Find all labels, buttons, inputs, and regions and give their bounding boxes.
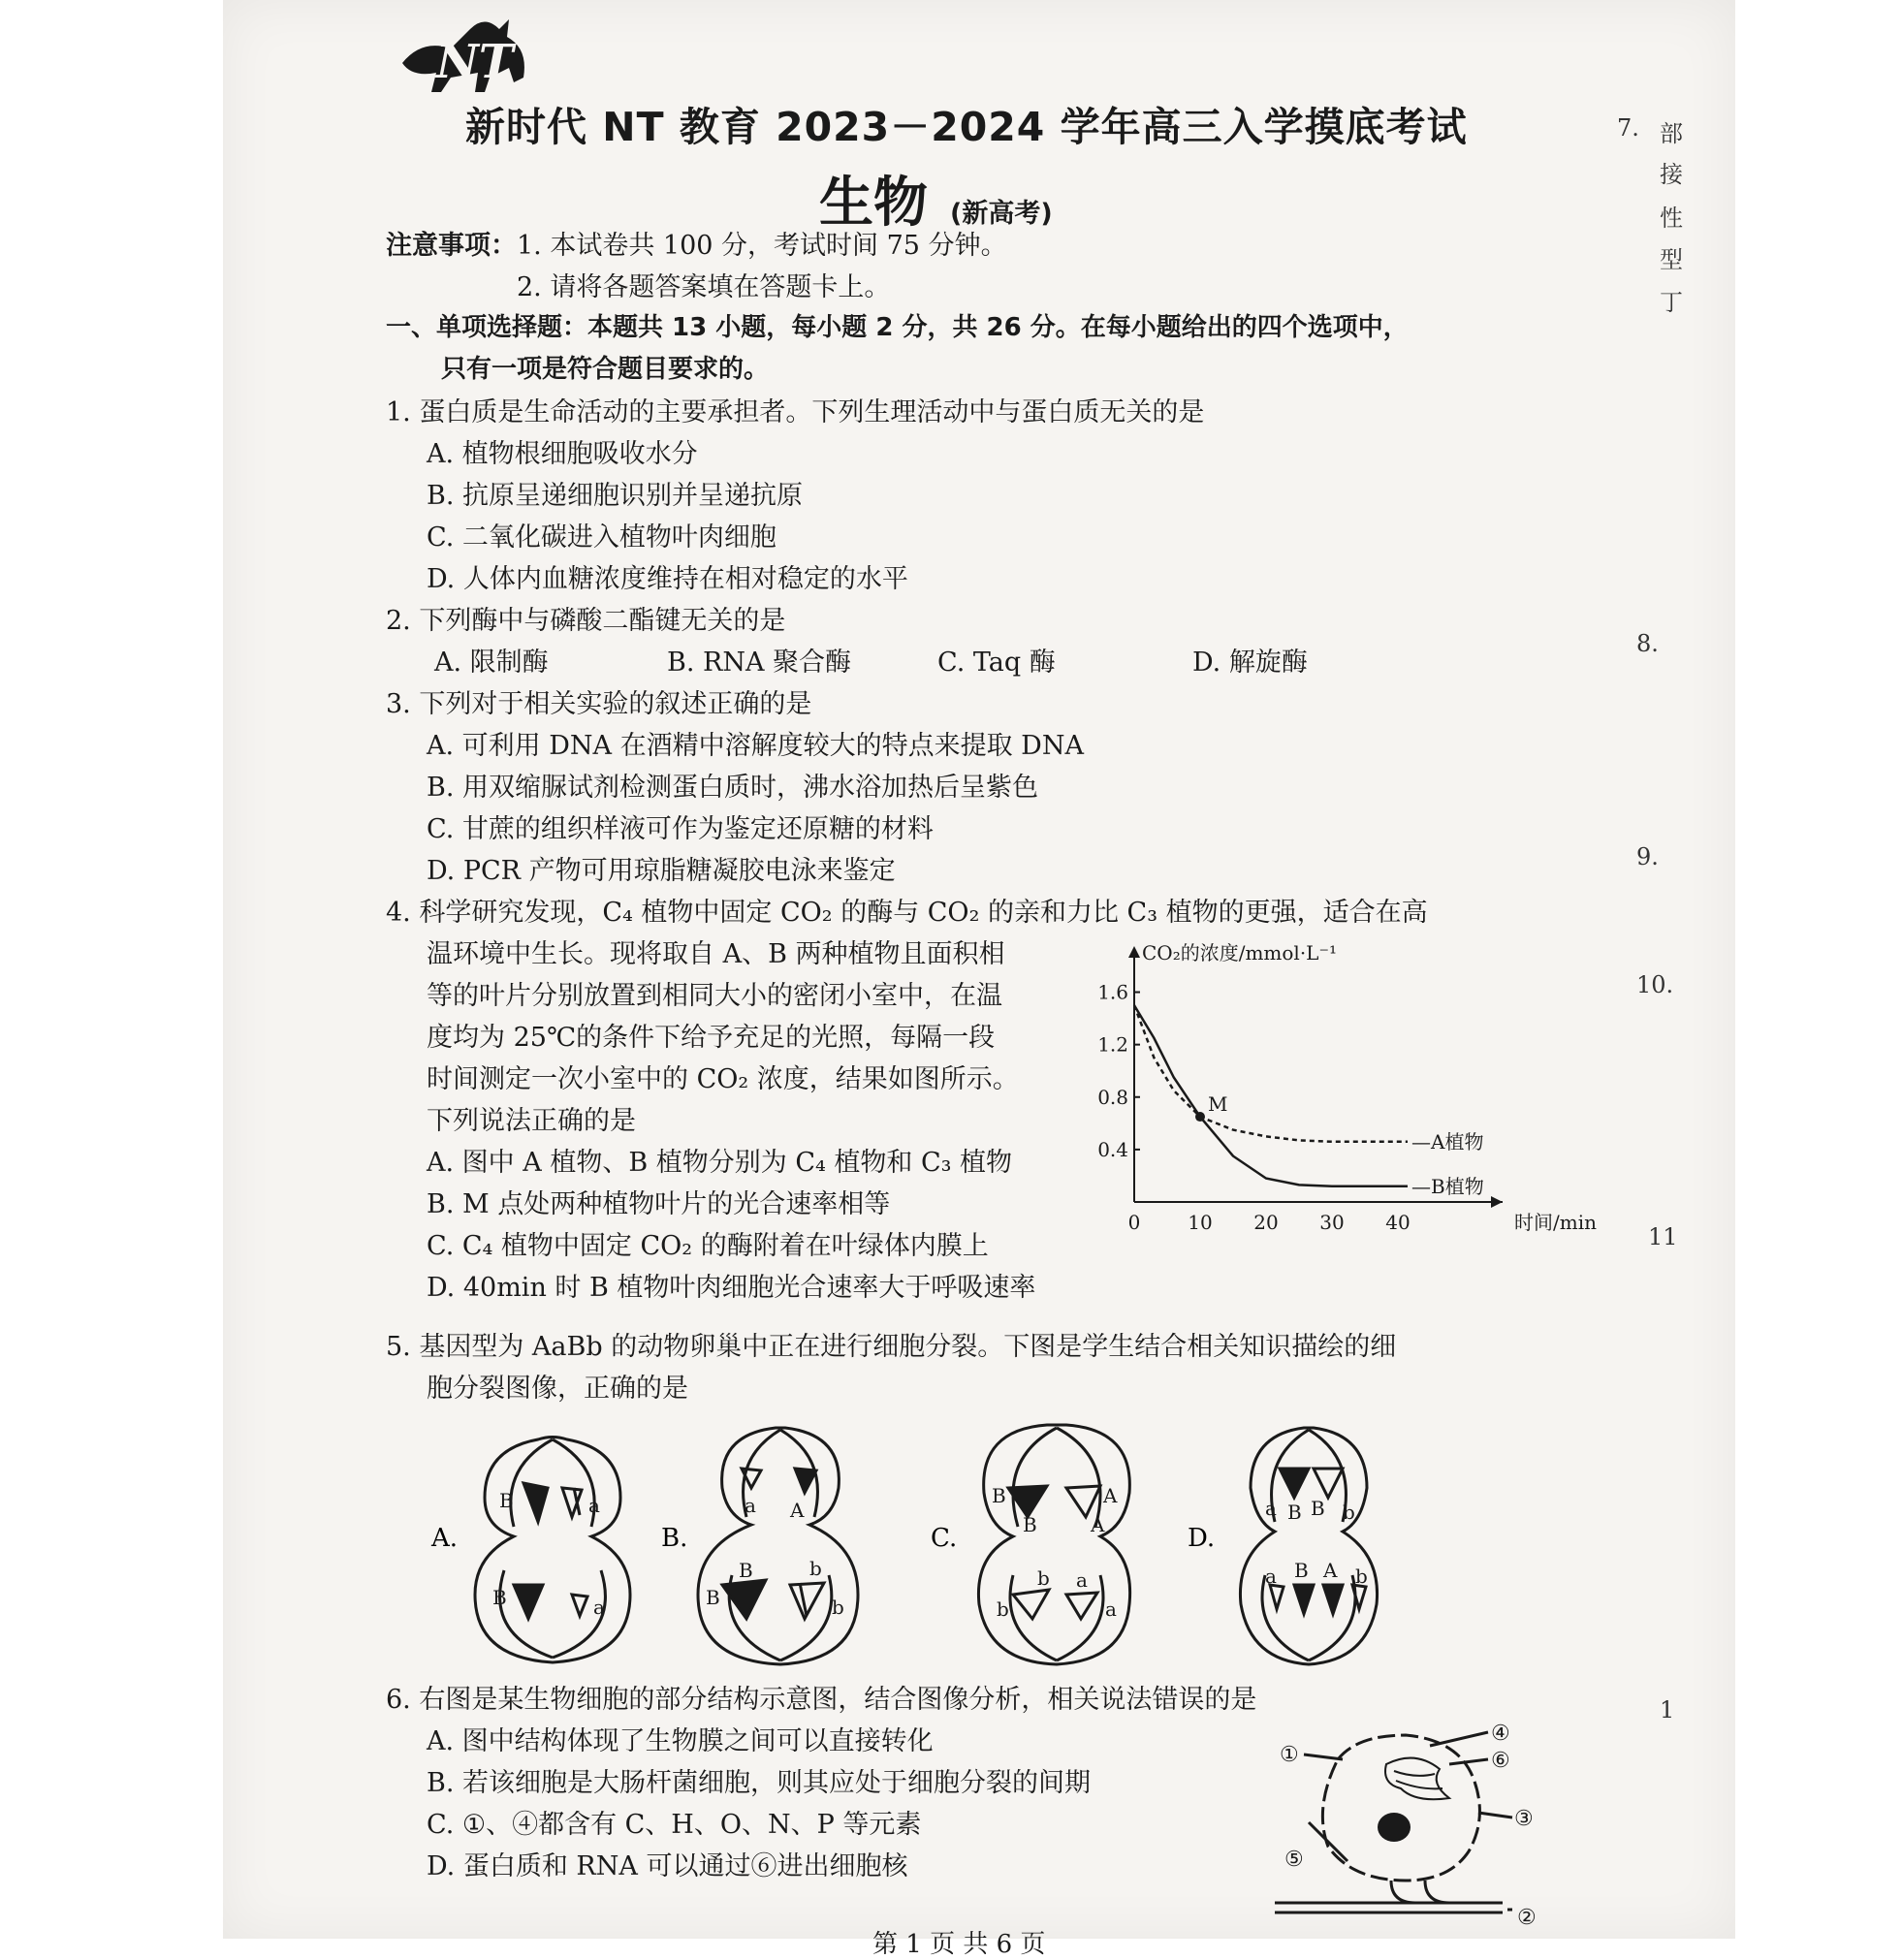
margin-question-number: 10. [1636,971,1674,998]
svg-text:B: B [499,1489,514,1512]
question-4-stem: 时间测定一次小室中的 CO₂ 浓度，结果如图所示。 [427,1064,1019,1094]
svg-text:a: a [1105,1597,1117,1621]
svg-text:b: b [809,1557,822,1580]
question-4-option: B. M 点处两种植物叶片的光合速率相等 [427,1189,891,1219]
question-3-option: B. 用双缩脲试剂检测蛋白质时，沸水浴加热后呈紫色 [427,773,1039,803]
question-3-option: D. PCR 产物可用琼脂糖凝胶电泳来鉴定 [427,856,896,886]
margin-question-number: 1 [1660,1696,1675,1723]
series-label: —A植物 [1411,1129,1484,1154]
figure-label-6: ⑥ [1491,1749,1510,1773]
series-line [1134,1005,1408,1142]
margin-question-number: 8. [1636,630,1659,657]
question-1-option: C. 二氧化碳进入植物叶肉细胞 [427,522,777,553]
svg-text:B: B [739,1559,753,1582]
margin-text: 部 [1660,120,1683,147]
svg-text:A: A [790,1499,805,1522]
figure-label-d: D. [1188,1524,1216,1553]
section-heading-line2: 只有一项是符合题目要求的。 [441,355,770,384]
y-axis-label: CO₂的浓度/mmol·L⁻¹ [1142,941,1338,964]
question-4-option: A. 图中 A 植物、B 植物分别为 C₄ 植物和 C₃ 植物 [427,1148,1013,1178]
svg-text:a: a [1265,1565,1277,1588]
point-m [1195,1112,1205,1122]
svg-text:b: b [1343,1501,1355,1524]
x-tick-label: 40 [1385,1211,1411,1234]
x-tick-label: 10 [1188,1211,1213,1234]
series-line [1134,1005,1408,1186]
figure-label-b: B. [661,1524,688,1553]
svg-text:b: b [1037,1566,1050,1590]
notice-item: 1. 本试卷共 100 分，考试时间 75 分钟。 [517,231,1007,261]
question-4-stem: 下列说法正确的是 [427,1106,636,1136]
question-4-option: C. C₄ 植物中固定 CO₂ 的酶附着在叶绿体内膜上 [427,1231,989,1261]
question-1-option: B. 抗原呈递细胞识别并呈递抗原 [427,481,804,511]
x-tick-label: 20 [1253,1211,1279,1234]
figure-label-a: A. [431,1524,459,1553]
question-2-option: C. Taq 酶 [937,648,1056,678]
question-6-option: A. 图中结构体现了生物膜之间可以直接转化 [427,1726,934,1756]
margin-question-number: 9. [1636,843,1659,870]
figure-label-5: ⑤ [1284,1848,1304,1872]
svg-text:a: a [1076,1568,1088,1592]
chart-plot [1097,941,1597,1234]
svg-text:B: B [992,1484,1006,1507]
question-5-stem: 胞分裂图像，正确的是 [427,1374,688,1404]
question-3-option: C. 甘蔗的组织样液可作为鉴定还原糖的材料 [427,814,934,844]
question-4-stem: 4. 科学研究发现，C₄ 植物中固定 CO₂ 的酶与 CO₂ 的亲和力比 C₃ 植物的更强，适合在高 [386,898,1428,928]
page-footer: 第 1 页 共 6 页 [872,1930,1046,1959]
cell-figure-b [698,1428,858,1664]
question-2-stem: 2. 下列酶中与磷酸二酯键无关的是 [386,606,786,636]
x-axis-arrow [1491,1196,1503,1208]
x-tick-label: 0 [1127,1211,1141,1234]
svg-text:A: A [1103,1484,1118,1507]
figure-label-2: ② [1517,1906,1537,1930]
notice-label: 注意事项： [386,231,517,261]
y-axis-arrow [1128,946,1140,958]
svg-text:B: B [492,1586,507,1609]
question-6-option: C. ①、④都含有 C、H、O、N、P 等元素 [427,1810,922,1840]
svg-text:b: b [832,1596,844,1619]
y-tick-label: 1.6 [1097,980,1128,1004]
figure-label-c: C. [931,1524,958,1553]
svg-text:A: A [1323,1559,1338,1582]
section-heading: 一、单项选择题：本题共 13 小题，每小题 2 分，共 26 分。在每小题给出的四个选项中， [386,313,1409,342]
point-m-label: M [1208,1092,1228,1117]
question-4-stem: 度均为 25℃的条件下给予充足的光照，每隔一段 [427,1023,996,1053]
svg-text:a: a [745,1494,756,1517]
question-3-stem: 3. 下列对于相关实验的叙述正确的是 [386,689,812,719]
question-4-stem: 等的叶片分别放置到相同大小的密闭小室中，在温 [427,981,1002,1011]
svg-text:B: B [1287,1501,1302,1524]
subject-note: (新高考) [950,199,1053,229]
y-tick-label: 0.8 [1097,1085,1128,1109]
y-tick-label: 0.4 [1097,1137,1128,1161]
cell-figure-c [978,1425,1129,1664]
cell-structure-figure [1270,1711,1551,1929]
cell-figure-d [1240,1428,1377,1664]
svg-text:a: a [588,1494,600,1517]
question-1-option: A. 植物根细胞吸收水分 [427,439,698,469]
exam-title: 新时代 NT 教育 2023－2024 学年高三入学摸底考试 [465,104,1468,150]
nt-logo [393,10,538,97]
question-1-option: D. 人体内血糖浓度维持在相对稳定的水平 [427,564,908,594]
svg-text:a: a [593,1596,605,1619]
svg-text:A: A [1091,1513,1105,1536]
cell-division-figures [407,1410,1522,1672]
cell-figure-a [475,1438,630,1663]
y-tick-label: 1.2 [1097,1032,1128,1057]
notice-item: 2. 请将各题答案填在答题卡上。 [517,272,891,302]
svg-text:b: b [1355,1565,1368,1588]
margin-text: 丁 [1660,289,1683,316]
margin-text: 性 [1660,205,1683,232]
svg-text:b: b [997,1597,1009,1621]
svg-text:B: B [1311,1497,1325,1520]
x-axis-label: 时间/min [1514,1211,1597,1234]
margin-text: 接 [1660,161,1683,188]
question-6-stem: 6. 右图是某生物细胞的部分结构示意图，结合图像分析，相关说法错误的是 [386,1685,1257,1715]
subject-title: 生物 [819,172,928,235]
series-label: —B植物 [1411,1174,1484,1198]
question-1-stem: 1. 蛋白质是生命活动的主要承担者。下列生理活动中与蛋白质无关的是 [386,397,1205,427]
question-3-option: A. 可利用 DNA 在酒精中溶解度较大的特点来提取 DNA [427,731,1084,761]
margin-text: 型 [1660,246,1683,273]
margin-question-number: 7. [1617,114,1639,142]
figure-label-3: ③ [1514,1807,1534,1831]
svg-text:a: a [1265,1497,1277,1520]
margin-question-number: 11 [1648,1223,1678,1250]
question-2-option: B. RNA 聚合酶 [667,648,852,678]
logo-text: NT [436,35,514,89]
figure-label-4: ④ [1491,1722,1510,1746]
svg-text:B: B [1023,1513,1037,1536]
question-4-stem: 温环境中生长。现将取自 A、B 两种植物且面积相 [427,939,1005,969]
question-6-option: D. 蛋白质和 RNA 可以通过⑥进出细胞核 [427,1851,908,1881]
x-tick-label: 30 [1319,1211,1345,1234]
svg-text:B: B [1294,1559,1309,1582]
svg-text:B: B [706,1586,720,1609]
question-5-stem: 5. 基因型为 AaBb 的动物卵巢中正在进行细胞分裂。下图是学生结合相关知识描绘的细 [386,1332,1397,1362]
question-4-option: D. 40min 时 B 植物叶肉细胞光合速率大于呼吸速率 [427,1273,1036,1303]
question-6-option: B. 若该细胞是大肠杆菌细胞，则其应处于细胞分裂的间期 [427,1768,1092,1798]
figure-label-1: ① [1280,1743,1299,1767]
question-2-option: D. 解旋酶 [1192,648,1308,678]
question-2-option: A. 限制酶 [434,648,549,678]
co2-chart [1076,938,1597,1249]
